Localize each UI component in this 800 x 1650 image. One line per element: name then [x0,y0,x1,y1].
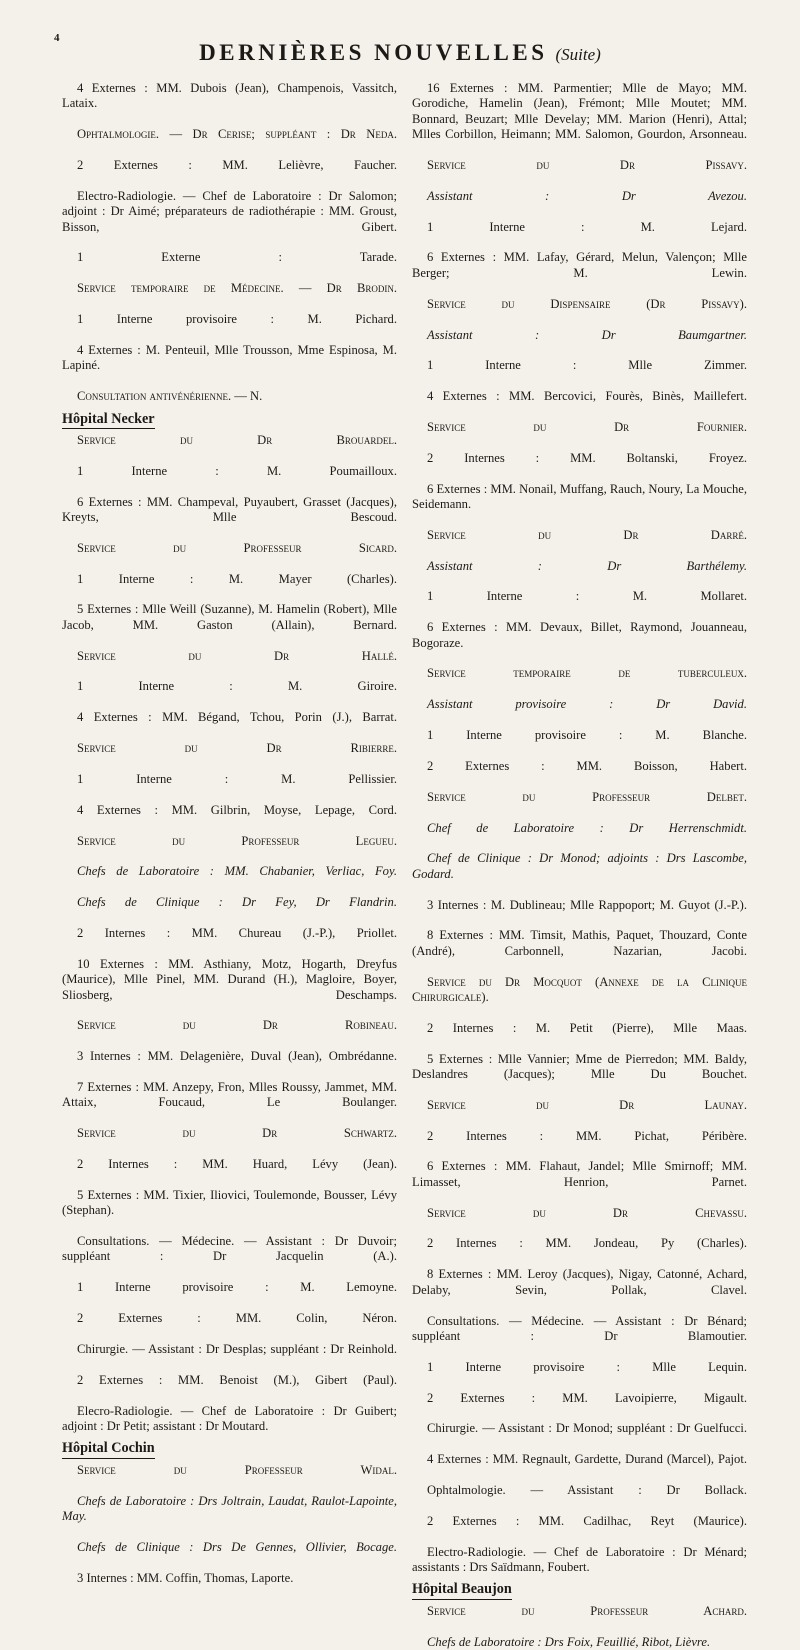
text-line: 4 Externes : MM. Gilbrin, Moyse, Lepage, Cord. [77,802,397,817]
text-line: Chirurgie. — Assistant : Dr Monod; suppléant : Dr Guelfucci. [427,1421,747,1436]
text-line: 1 Externe : Tarade. [77,250,397,265]
text-line: Assistant : Dr Avezou. [427,188,747,203]
service-heading: Service du Professeur Widal. [77,1462,397,1477]
text-line: 2 Internes : MM. Boltanski, Froyez. [427,450,747,465]
text-line: 3 Internes : MM. Coffin, Thomas, Laporte. [77,1570,294,1585]
text-line: 1 Interne provisoire : M. Lemoyne. [77,1280,397,1295]
text-line: 8 Externes : MM. Leroy (Jacques), Nigay, Catonné, Achard, Delaby, Sevin, Pollak, Clavel. [412,1267,747,1297]
section-heading: Ophtalmologie. — Dr Cerise; suppléant : Dr Neda. [77,127,397,142]
text-line: 1 Interne provisoire : M. Blanche. [427,728,747,743]
page-subtitle: (Suite) [555,45,601,64]
text-line: 16 Externes : MM. Parmentier; Mlle de Mayo; MM. Gorodiche, Hamelin (Jean), Frémont; Mlle Moutet; MM. Bonnard, Beuzart; Mlle Develay; MM. Marion (Henri), Attal; Mlles Corbillon, Heimann; MM. Salomon, Gourdon, Arsonneau. [412,81,747,142]
text-line: Chefs de Laboratoire : MM. Chabanier, Verliac, Foy. [77,864,397,879]
text-line: Chef de Laboratoire : Dr Herrenschmidt. [427,820,747,835]
text-line: 4 Externes : M. Penteuil, Mlle Trousson, Mme Espinosa, M. Lapiné. [62,342,397,373]
section-heading: Consultation antivénérienne. — N. [77,389,263,404]
text-line: Ophtalmologie. — Assistant : Dr Bollack. [427,1482,747,1497]
text-line: 4 Externes : MM. Dubois (Jean), Champenois, Vassitch, Lataix. [62,81,397,111]
text-line: 5 Externes : MM. Tixier, Iliovici, Toulemonde, Bousser, Lévy (Stephan). [62,1187,397,1218]
text-line: Electro-Radiologie. — Chef de Laboratoire : Dr Ménard; assistants : Drs Saïdmann, Foubert. [412,1544,747,1574]
page-header [0,40,800,66]
text-line: 2 Externes : MM. Lavoipierre, Migault. [427,1390,747,1405]
text-line: 6 Externes : MM. Nonail, Muffang, Rauch, Noury, La Mouche, Seidemann. [412,481,747,511]
text-line: 1 Interne : Mlle Zimmer. [427,358,747,373]
text-line: Electro-Radiologie. — Chef de Laboratoire : Dr Salomon; adjoint : Dr Aimé; préparateurs de radiothérapie : MM. Groust, Bisson, Gibert. [62,188,397,234]
hospital-heading: Hôpital Cochin [62,1441,155,1458]
text-line: Chefs de Clinique : Drs De Gennes, Ollivier, Bocage. [77,1539,397,1554]
service-heading: Service du Dr Hallé. [77,648,397,663]
text-line: 6 Externes : MM. Flahaut, Jandel; Mlle Smirnoff; MM. Limasset, Henrion, Parnet. [412,1159,747,1189]
text-line: 5 Externes : Mlle Vannier; Mme de Pierredon; MM. Baldy, Deslandres (Jacques); Mlle Du Bouchet. [412,1051,747,1081]
text-line: Consultations. — Médecine. — Assistant : Dr Duvoir; suppléant : Dr Jacquelin (A.). [62,1234,397,1264]
text-line: Consultations. — Médecine. — Assistant : Dr Bénard; suppléant : Dr Blamoutier. [412,1313,747,1343]
service-heading: Service du Professeur Achard. [427,1603,747,1618]
text-line: Chirurgie. — Assistant : Dr Desplas; suppléant : Dr Reinhold. [77,1341,397,1356]
text-line: 1 Interne : M. Mayer (Charles). [77,571,397,586]
text-line: 2 Externes : MM. Boisson, Habert. [427,758,747,773]
service-heading: Service du Dispensaire (Dr Pissavy). [427,296,747,311]
text-line: 5 Externes : Mlle Weill (Suzanne), M. Hamelin (Robert), Mlle Jacob, MM. Gaston (Allain), Bernard. [62,602,397,632]
service-heading: Service temporaire de tuberculeux. [427,666,747,681]
text-line: 6 Externes : MM. Lafay, Gérard, Melun, Valençon; Mlle Berger; M. Lewin. [412,250,747,280]
service-heading: Service du Dr Mocquot (Annexe de la Clinique Chirurgicale). [412,974,747,1004]
service-heading: Service du Dr Ribierre. [77,741,397,756]
text-line: Assistant provisoire : Dr David. [427,697,747,712]
text-line: 2 Internes : MM. Huard, Lévy (Jean). [77,1157,397,1172]
text-line: 2 Externes : MM. Cadilhac, Reyt (Maurice). [427,1513,747,1528]
text-line: 2 Externes : MM. Colin, Néron. [77,1311,397,1326]
service-heading: Service du Professeur Legueu. [77,833,397,848]
text-line: 6 Externes : MM. Champeval, Puyaubert, Grasset (Jacques), Kreyts, Mlle Bescoud. [62,494,397,524]
text-line: 4 Externes : MM. Bégand, Tchou, Porin (J.), Barrat. [77,710,397,725]
text-line: 2 Internes : MM. Pichat, Péribère. [427,1128,747,1143]
service-heading: Service du Dr Brouardel. [77,432,397,447]
text-line: 7 Externes : MM. Anzepy, Fron, Mlles Roussy, Jammet, MM. Attaix, Foucaud, Le Boulanger. [62,1080,397,1110]
service-heading: Service du Dr Robineau. [77,1018,397,1033]
text-line: 4 Externes : MM. Bercovici, Fourès, Binès, Maillefert. [427,389,747,404]
text-line: 1 Interne provisoire : Mlle Lequin. [427,1359,747,1374]
page-number: 4 [54,32,60,44]
service-heading: Service du Dr Pissavy. [427,158,747,173]
text-line: 8 Externes : MM. Timsit, Mathis, Paquet, Thouzard, Conte (André), Carbonnell, Nazarian, Jacobi. [412,928,747,958]
text-line: Assistant : Dr Barthélemy. [427,558,747,573]
text-line: Assistant : Dr Baumgartner. [427,327,747,342]
right-column [412,81,747,1650]
text-line: 2 Internes : M. Petit (Pierre), Mlle Maas. [427,1020,747,1035]
service-heading: Service du Professeur Sicard. [77,540,397,555]
text-line: 1 Interne : M. Giroire. [77,679,397,694]
service-heading: Service du Dr Darré. [427,527,747,542]
service-heading: Service du Dr Fournier. [427,419,747,434]
service-heading: Service du Professeur Delbet. [427,789,747,804]
hospital-heading: Hôpital Beaujon [412,1582,512,1599]
service-heading: Service du Dr Chevassu. [427,1205,747,1220]
text-line: Elecro-Radiologie. — Chef de Laboratoire : Dr Guibert; adjoint : Dr Petit; assistant : Dr Moutard. [62,1403,397,1433]
text-line: 1 Interne : M. Pellissier. [77,771,397,786]
service-heading: Service du Dr Schwartz. [77,1126,397,1141]
page-title: DERNIÈRES NOUVELLES [199,40,548,65]
text-line: Chef de Clinique : Dr Monod; adjoints : Drs Lascombe, Godard. [412,851,747,881]
text-line: 1 Interne : M. Mollaret. [427,589,747,604]
text-line: 1 Interne : M. Poumailloux. [77,463,397,478]
text-line: 10 Externes : MM. Asthiany, Motz, Hogarth, Dreyfus (Maurice), Mlle Pinel, MM. Durand (H.), Magloire, Boyer, Sliosberg, Deschamps. [62,956,397,1002]
text-line: 2 Internes : MM. Chureau (J.-P.), Priollet. [77,925,397,940]
text-line: 2 Internes : MM. Jondeau, Py (Charles). [427,1236,747,1251]
left-column [62,81,397,1586]
service-heading: Service du Dr Launay. [427,1097,747,1112]
text-line: Chefs de Laboratoire : Drs Foix, Feuillié, Ribot, Lièvre. [427,1634,711,1649]
text-line: Chefs de Laboratoire : Drs Joltrain, Laudat, Raulot-Lapointe, May. [62,1493,397,1523]
text-line: 3 Internes : MM. Delagenière, Duval (Jean), Ombrédanne. [77,1049,397,1064]
text-line: 1 Interne provisoire : M. Pichard. [77,312,397,327]
section-heading: Service temporaire de Médecine. — Dr Brodin. [77,281,397,296]
text-line: Chefs de Clinique : Dr Fey, Dr Flandrin. [77,895,397,910]
text-line: 6 Externes : MM. Devaux, Billet, Raymond, Jouanneau, Bogoraze. [412,620,747,650]
text-line: 3 Internes : M. Dublineau; Mlle Rappoport; M. Guyot (J.-P.). [427,897,747,912]
text-line: 1 Interne : M. Lejard. [427,219,747,234]
text-line: 2 Externes : MM. Benoist (M.), Gibert (Paul). [77,1372,397,1387]
text-line: 2 Externes : MM. Lelièvre, Faucher. [77,158,397,173]
hospital-heading: Hôpital Necker [62,412,155,429]
text-line: 4 Externes : MM. Regnault, Gardette, Durand (Marcel), Pajot. [427,1452,747,1467]
